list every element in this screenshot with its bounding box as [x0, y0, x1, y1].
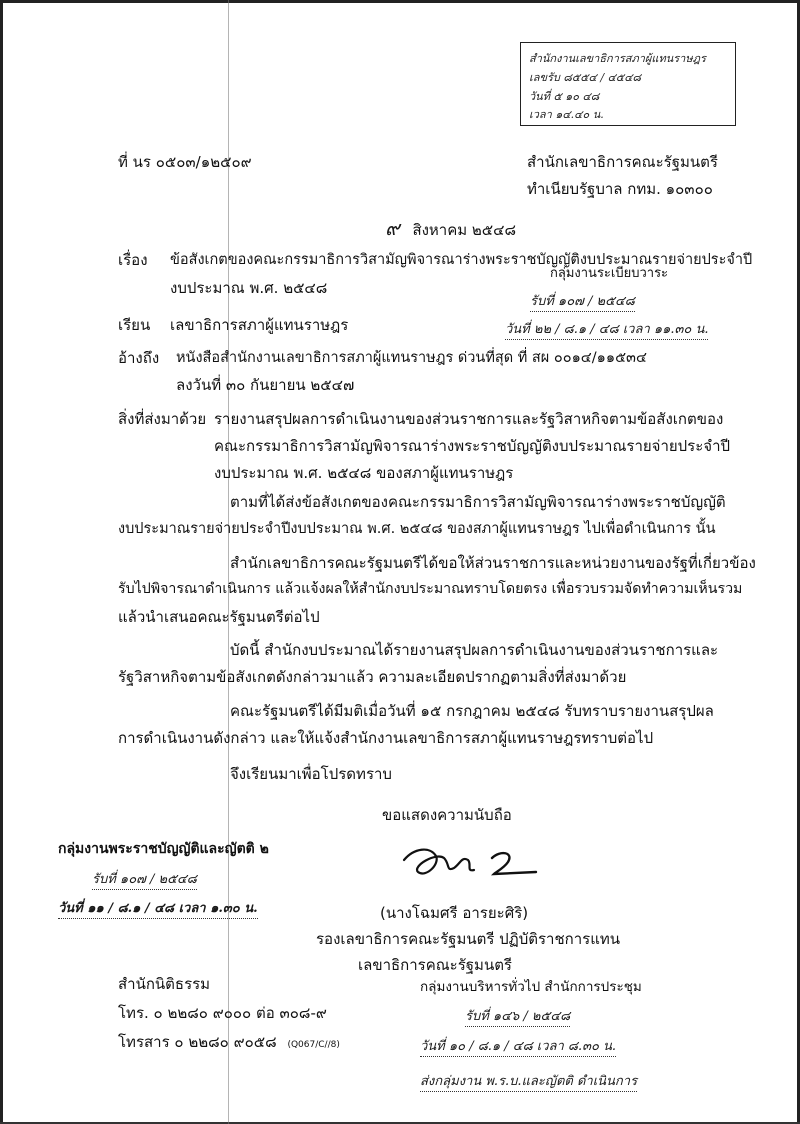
paragraph-5: จึงเรียนมาเพื่อโปรดทราบ	[230, 765, 392, 783]
signer-title-2: เลขาธิการคณะรัฐมนตรี	[358, 956, 512, 974]
agenda-stamp-title: กลุ่มงานระเบียบวาระ	[550, 266, 669, 281]
paragraph-2-line-1: สำนักเลขาธิการคณะรัฐมนตรีได้ขอให้ส่วนราชการและหน่วยงานของรัฐที่เกี่ยวข้อง	[230, 554, 756, 572]
subject-line-2: งบประมาณ พ.ศ. ๒๕๔๘	[170, 279, 328, 297]
enclosure-line-1: รายงานสรุปผลการดำเนินงานของส่วนราชการและรัฐวิสาหกิจตามข้อสังเกตของ	[214, 410, 724, 428]
admin-stamp-datetime-value: วันที่ ๑๐ / ๘.๑ / ๔๘ เวลา ๘.๓๐ น.	[420, 1035, 616, 1057]
receipt-stamp-time: เวลา ๑๔.๔๐ น.	[529, 108, 604, 121]
office-address: ทำเนียบรัฐบาล กทม. ๑๐๓๐๐	[527, 180, 713, 198]
footer-office: สำนักนิติธรรม	[118, 975, 211, 993]
paragraph-2-line-3: แล้วนำเสนอคณะรัฐมนตรีต่อไป	[118, 608, 320, 626]
enclosure-label: สิ่งที่ส่งมาด้วย	[118, 410, 207, 428]
receipt-stamp-date: วันที่ ๕ ๑๐ ๔๘	[529, 90, 600, 103]
admin-stamp-received-value: รับที่ ๑๔๖ / ๒๕๔๘	[465, 1005, 570, 1027]
recipient-name: เลขาธิการสภาผู้แทนราษฎร	[170, 316, 349, 334]
admin-stamp-received	[465, 1005, 570, 1027]
subject-label: เรื่อง	[118, 251, 148, 269]
signer-title-1: รองเลขาธิการคณะรัฐมนตรี ปฏิบัติราชการแทน	[316, 930, 621, 948]
agenda-stamp-datetime	[505, 318, 708, 340]
reference-line-2: ลงวันที่ ๓๐ กันยายน ๒๕๔๗	[176, 376, 355, 394]
paragraph-2-line-2: รับไปพิจารณาดำเนินการ แล้วแจ้งผลให้สำนักงบประมาณทราบโดยตรง เพื่อรวบรวมจัดทำความเห็นรวม	[118, 581, 743, 597]
page-border-left	[0, 0, 3, 1124]
date-day: ๙	[385, 216, 400, 240]
paragraph-4-line-2: การดำเนินงานดังกล่าว และให้แจ้งสำนักงานเลขาธิการสภาผู้แทนราษฎรทราบต่อไป	[118, 729, 654, 747]
paragraph-1-line-1: ตามที่ได้ส่งข้อสังเกตของคณะกรรมาธิการวิสามัญพิจารณาร่างพระราชบัญญัติ	[230, 493, 726, 511]
receipt-stamp-number: เลขรับ ๘๕๕๔ / ๔๕๔๘	[529, 71, 642, 84]
footer-code: (Q067/C//8)	[287, 1040, 340, 1050]
date-month-year: สิงหาคม ๒๕๔๘	[412, 221, 517, 239]
admin-stamp-datetime	[420, 1035, 616, 1057]
footer-fax-line	[118, 1030, 340, 1054]
admin-stamp-forward-value: ส่งกลุ่มงาน พ.ร.บ.และญัตติ ดำเนินการ	[420, 1070, 637, 1092]
agenda-stamp-datetime-value: วันที่ ๒๒ / ๘.๑ / ๔๘ เวลา ๑๑.๓๐ น.	[505, 318, 708, 340]
signer-name: (นางโฉมศรี อารยะศิริ)	[380, 904, 529, 922]
law-stamp-received-value: รับที่ ๑๐๗ / ๒๕๔๘	[92, 868, 197, 890]
reference-line-1: หนังสือสำนักงานเลขาธิการสภาผู้แทนราษฎร ด่วนที่สุด ที่ สผ ๐๐๑๔/๑๑๕๓๔	[176, 350, 647, 366]
enclosure-line-2: คณะกรรมาธิการวิสามัญพิจารณาร่างพระราชบัญญัติงบประมาณรายจ่ายประจำปี	[214, 437, 731, 455]
enclosure-line-3: งบประมาณ พ.ศ. ๒๕๔๘ ของสภาผู้แทนราษฎร	[214, 464, 514, 482]
law-stamp-datetime	[58, 897, 258, 919]
recipient-label: เรียน	[118, 316, 151, 334]
office-name: สำนักเลขาธิการคณะรัฐมนตรี	[527, 153, 718, 171]
letter-date	[385, 212, 516, 244]
paragraph-1-line-2: งบประมาณรายจ่ายประจำปีงบประมาณ พ.ศ. ๒๕๔๘ ของสภาผู้แทนราษฎร ไปเพื่อดำเนินการ นั้น	[118, 521, 716, 537]
footer-fax: โทรสาร ๐ ๒๒๘๐ ๙๐๕๘	[118, 1033, 277, 1051]
reference-label: อ้างถึง	[118, 349, 160, 367]
reference-number: ที่ นร ๐๕๐๓/๑๒๕๐๙	[118, 153, 252, 171]
page-border-top	[0, 0, 800, 3]
law-stamp-received	[92, 868, 197, 890]
footer-phone: โทร. ๐ ๒๒๘๐ ๙๐๐๐ ต่อ ๓๐๘-๙	[118, 1004, 327, 1022]
law-stamp-title: กลุ่มงานพระราชบัญญัติและญัตติ ๒	[58, 841, 269, 857]
subject-line-1: ข้อสังเกตของคณะกรรมาธิการวิสามัญพิจารณาร่างพระราชบัญญัติงบประมาณรายจ่ายประจำปี	[170, 252, 753, 268]
admin-stamp-forward	[420, 1070, 637, 1092]
law-stamp-datetime-value: วันที่ ๑๑ / ๘.๑ / ๔๘ เวลา ๑.๓๐ น.	[58, 897, 258, 919]
paragraph-3-line-1: บัดนี้ สำนักงบประมาณได้รายงานสรุปผลการดำเนินงานของส่วนราชการและ	[230, 641, 719, 659]
closing-regards: ขอแสดงความนับถือ	[382, 806, 512, 824]
agenda-stamp-received-value: รับที่ ๑๐๗ / ๒๕๔๘	[530, 290, 635, 312]
agenda-stamp-received	[530, 290, 635, 312]
admin-stamp-title: กลุ่มงานบริหารทั่วไป สำนักการประชุม	[420, 979, 642, 995]
paragraph-3-line-2: รัฐวิสาหกิจตามข้อสังเกตดังกล่าวมาแล้ว ความละเอียดปรากฏตามสิ่งที่ส่งมาด้วย	[118, 668, 627, 686]
receipt-stamp-office: สำนักงานเลขาธิการสภาผู้แทนราษฎร	[529, 52, 706, 65]
handwritten-signature	[396, 838, 546, 888]
receipt-stamp-box	[520, 42, 736, 126]
paragraph-4-line-1: คณะรัฐมนตรีได้มีมติเมื่อวันที่ ๑๕ กรกฎาคม ๒๕๔๘ รับทราบรายงานสรุปผล	[230, 702, 714, 720]
